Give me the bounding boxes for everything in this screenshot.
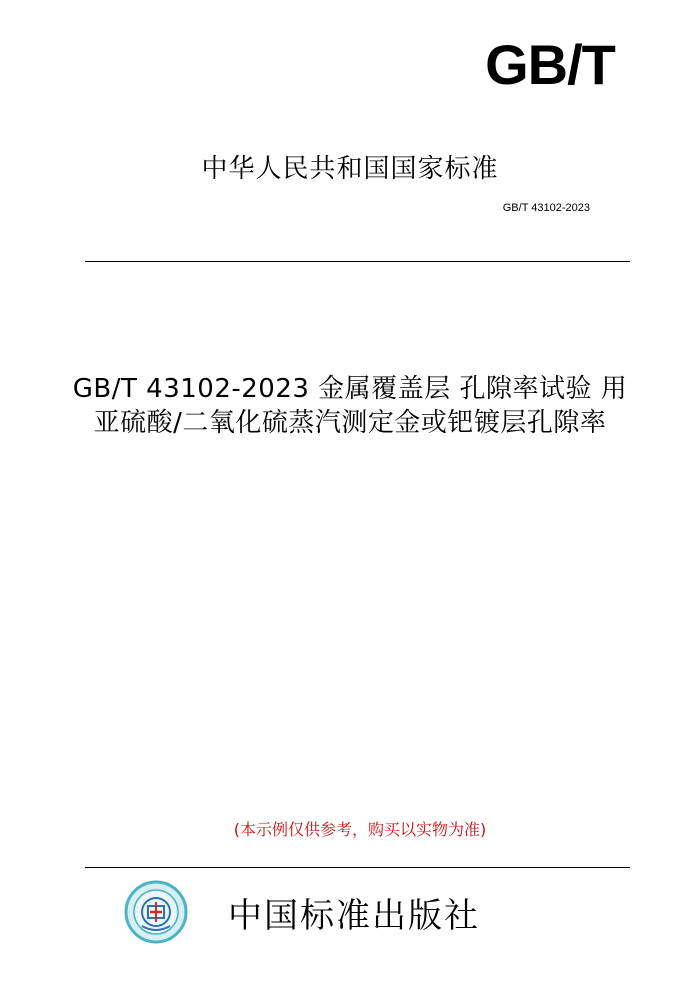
publisher-seal-graphic — [124, 880, 188, 944]
standard-number: GB/T 43102-2023 — [502, 202, 590, 214]
publisher-seal-icon — [124, 880, 188, 944]
top-divider — [85, 261, 630, 262]
document-title-line-2: 亚硫酸/二氧化硫蒸汽测定金或钯镀层孔隙率 — [93, 408, 607, 438]
national-standard-heading: 中华人民共和国国家标准 — [201, 154, 499, 184]
sample-notice: (本示例仅供参考，购买以实物为准) — [233, 820, 487, 839]
publisher-name: 中国标准出版社 — [228, 896, 480, 936]
document-title — [40, 372, 660, 440]
gb-t-mark: GB/T — [485, 33, 615, 96]
document-title-line-1: GB/T 43102-2023 金属覆盖层 孔隙率试验 用 — [72, 374, 628, 404]
bottom-divider — [85, 867, 630, 868]
